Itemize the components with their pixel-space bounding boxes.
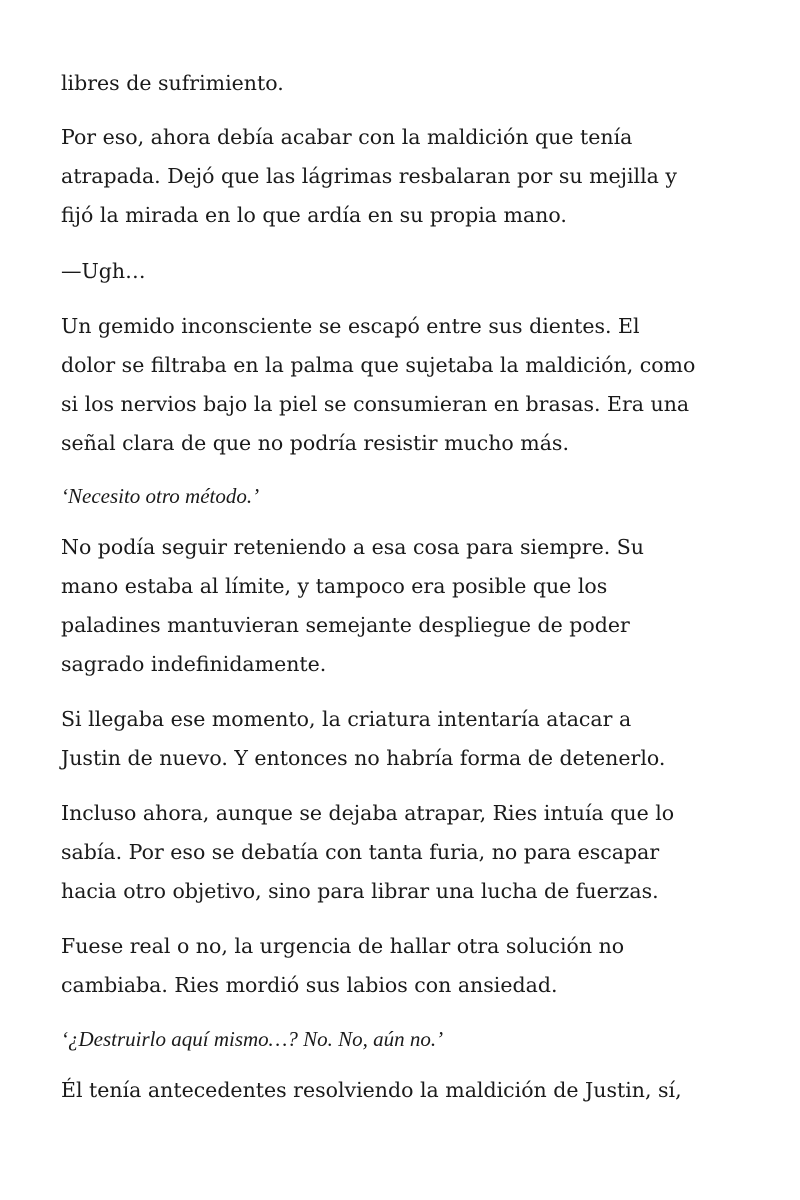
text-line: dolor se filtraba en la palma que sujetaba la maldición, como bbox=[61, 353, 696, 377]
paragraph bbox=[61, 794, 751, 911]
paragraph bbox=[61, 118, 751, 235]
text-line: Justin de nuevo. Y entonces no habría forma de detenerlo. bbox=[61, 746, 666, 770]
text-line: Incluso ahora, aunque se dejaba atrapar, Ries intuía que lo bbox=[61, 801, 675, 825]
text-line: Si llegaba ese momento, la criatura intentaría atacar a bbox=[61, 707, 632, 731]
text-line: cambiaba. Ries mordió sus labios con ansiedad. bbox=[61, 973, 558, 997]
text-line: señal clara de que no podría resistir mucho más. bbox=[61, 431, 569, 455]
text-line: si los nervios bajo la piel se consumieran en brasas. Era una bbox=[61, 392, 690, 416]
text-line: hacia otro objetivo, sino para librar una lucha de fuerzas. bbox=[61, 879, 659, 903]
paragraph bbox=[61, 1071, 751, 1110]
text-line: fijó la mirada en lo que ardía en su propia mano. bbox=[61, 203, 567, 227]
text-line: Un gemido inconsciente se escapó entre sus dientes. El bbox=[61, 314, 640, 338]
text-line: Por eso, ahora debía acabar con la maldición que tenía bbox=[61, 125, 633, 149]
text-line: Él tenía antecedentes resolviendo la maldición de Justin, sí, bbox=[61, 1078, 682, 1102]
inner-thought: ‘¿Destruirlo aquí mismo…? No. No, aún no.’ bbox=[61, 1027, 444, 1051]
paragraph bbox=[61, 307, 751, 463]
text-line: libres de sufrimiento. bbox=[61, 71, 284, 95]
text-line: atrapada. Dejó que las lágrimas resbalaran por su mejilla y bbox=[61, 164, 677, 188]
text-line: sabía. Por eso se debatía con tanta furia, no para escapar bbox=[61, 840, 660, 864]
paragraph bbox=[61, 927, 751, 1005]
text-line: sagrado indefinidamente. bbox=[61, 652, 327, 676]
paragraph bbox=[61, 700, 751, 778]
text-line: No podía seguir reteniendo a esa cosa para siempre. Su bbox=[61, 535, 644, 559]
inner-thought: ‘Necesito otro método.’ bbox=[61, 484, 260, 508]
dialogue-line bbox=[61, 252, 751, 291]
text-line: Fuese real o no, la urgencia de hallar otra solución no bbox=[61, 934, 625, 958]
paragraph bbox=[61, 528, 751, 684]
text-line: —Ugh… bbox=[61, 259, 146, 283]
text-line: mano estaba al límite, y tampoco era posible que los bbox=[61, 574, 608, 598]
paragraph bbox=[61, 64, 751, 103]
text-line: paladines mantuvieran semejante despliegue de poder bbox=[61, 613, 630, 637]
